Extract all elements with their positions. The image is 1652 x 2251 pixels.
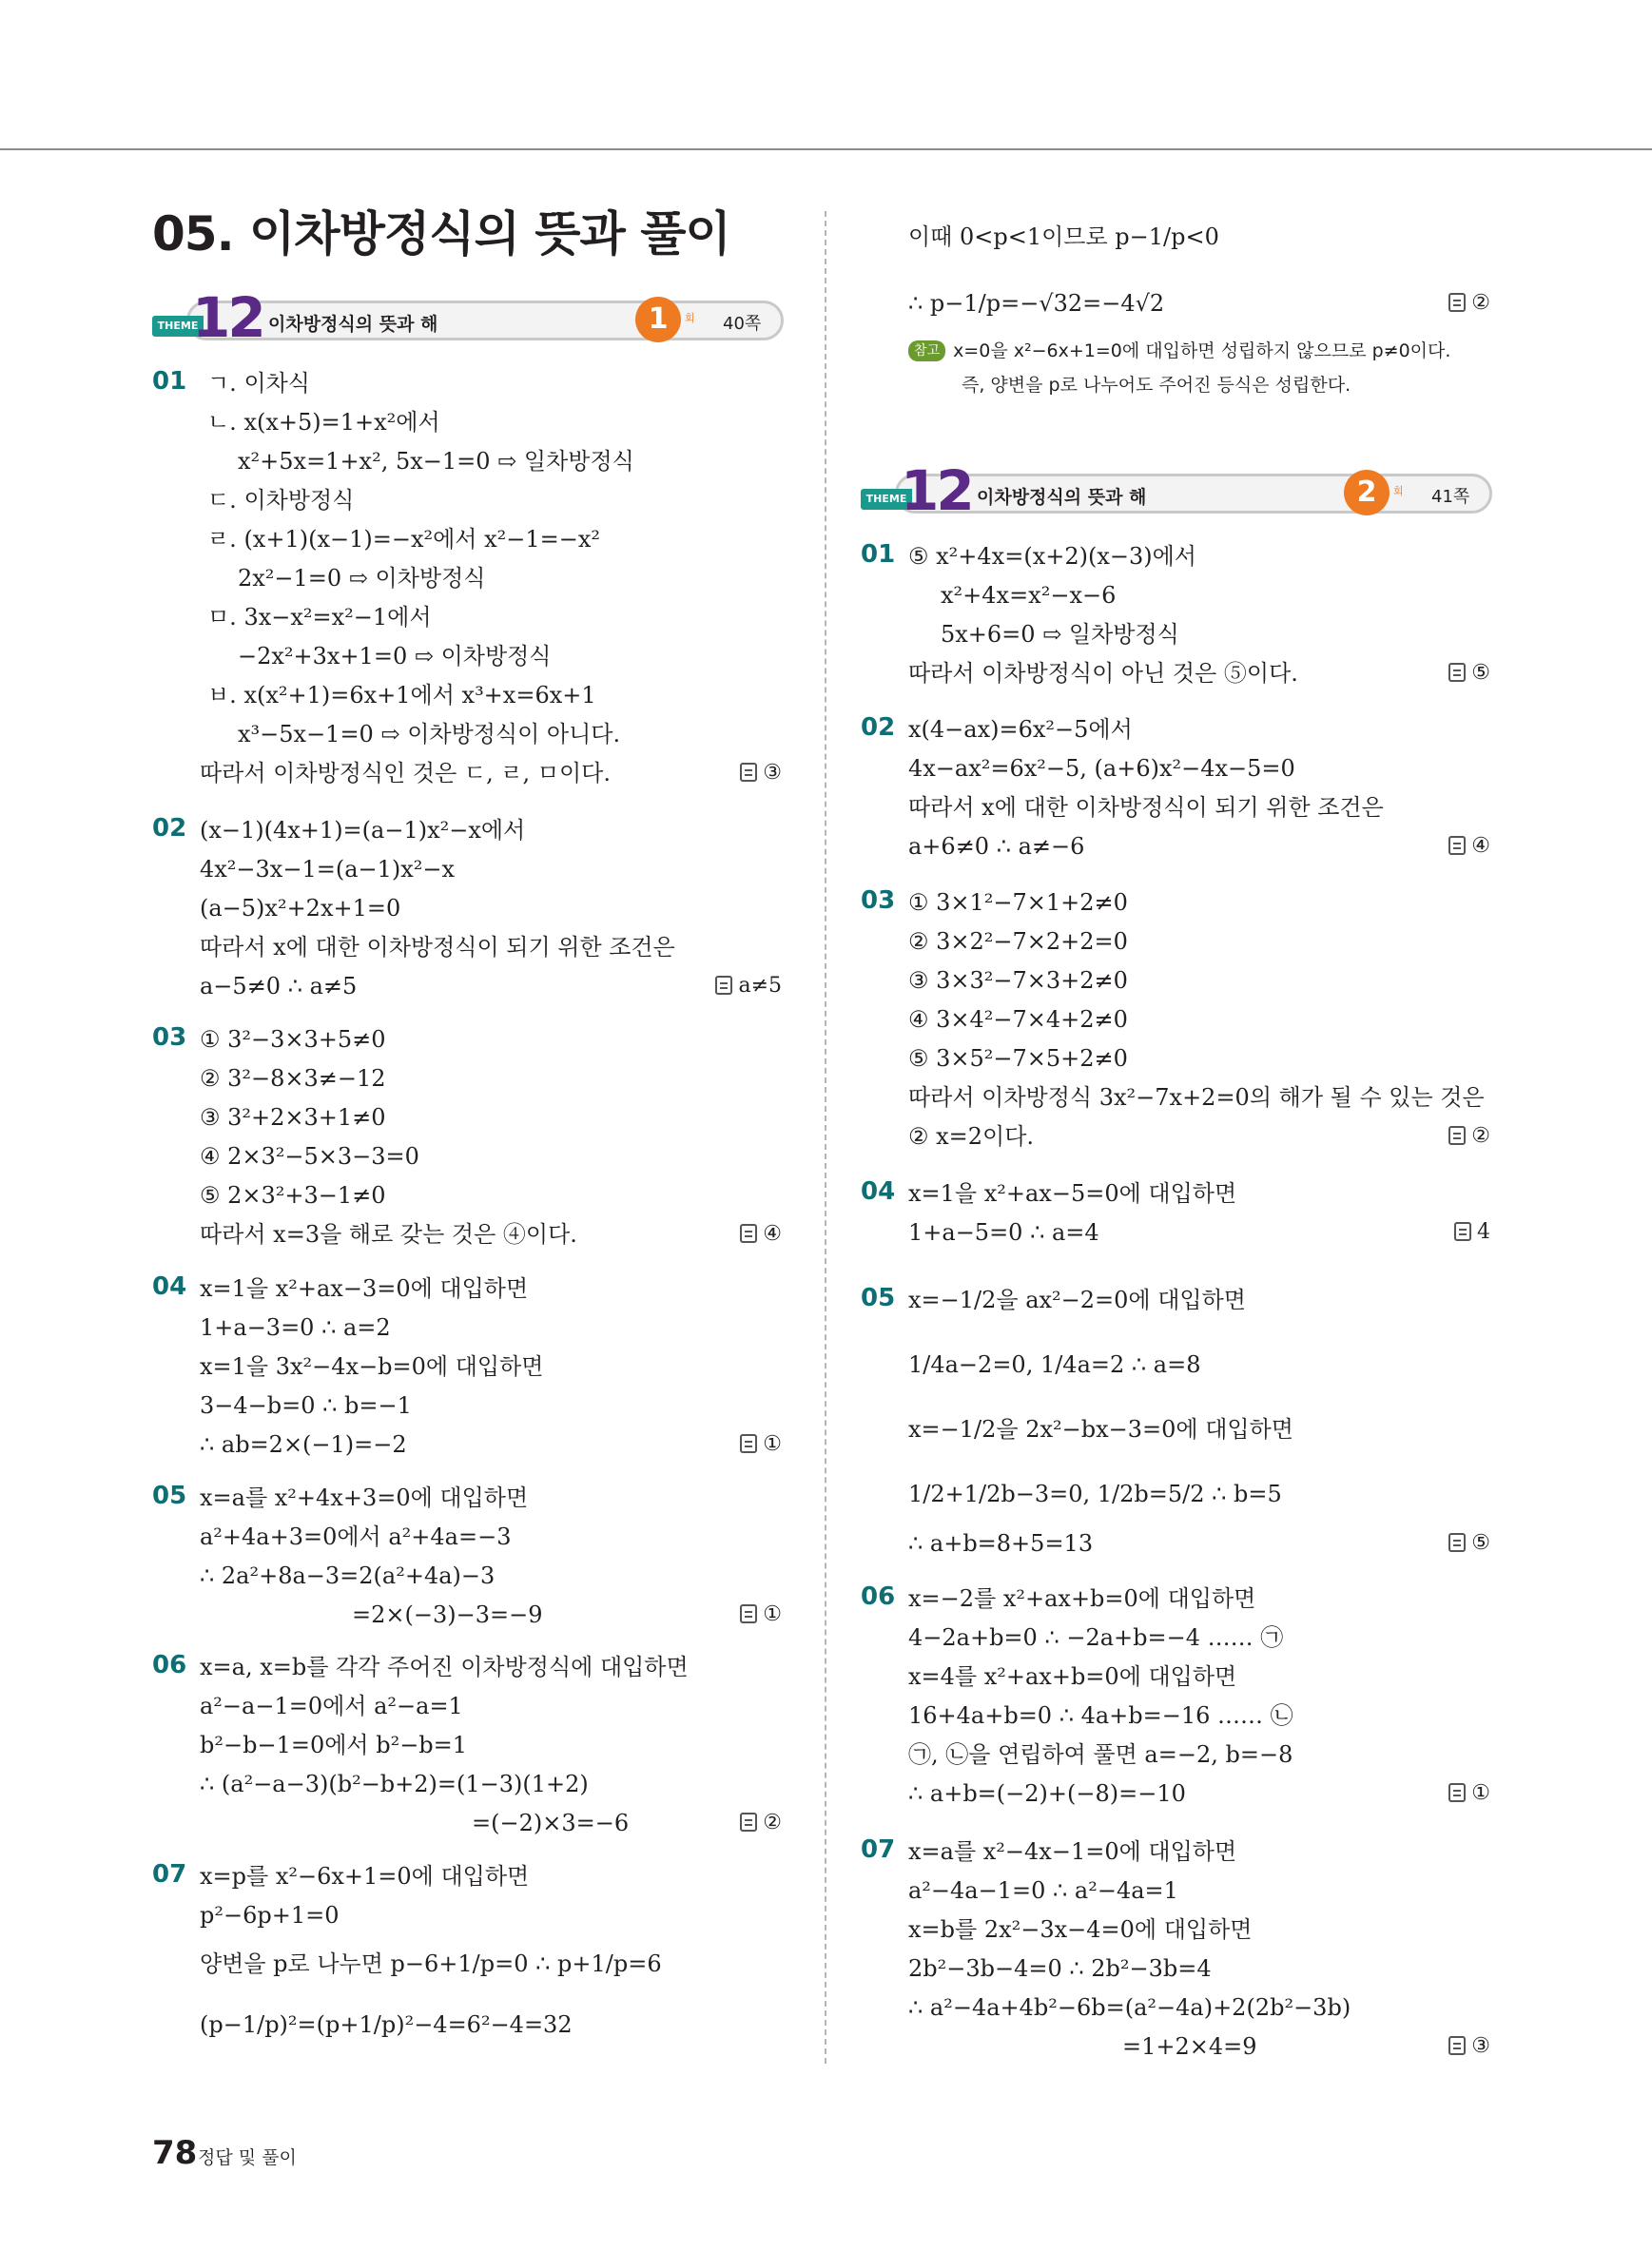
solution-line: p²−6p+1=0 [200,1902,340,1929]
solution-line: ㅁ. 3x−x²=x²−1에서 [207,604,432,631]
theme-header [152,285,789,350]
solution-line: ⑤ 2×3²+3−1≠0 [200,1182,386,1209]
problem-number: 05 [152,1482,187,1510]
solution-line: x=−1/2을 2x²−bx−3=0에 대입하면 [908,1416,1293,1443]
answer [1448,657,1490,689]
answer [740,1428,782,1461]
solution-line: ② 3×2²−7×2+2=0 [908,928,1128,955]
solution-line: 2x²−1=0 ⇨ 이차방정식 [238,565,486,592]
theme-title: 이차방정식의 뜻과 해 [977,487,1147,508]
solution-line: 양변을 p로 나누면 p−6+1/p=0 ∴ p+1/p=6 [200,1950,662,1977]
answer-icon [740,1434,757,1453]
answer [740,757,782,789]
answer-icon [1448,663,1466,682]
problem-number: 06 [861,1582,896,1611]
problem-number: 07 [861,1835,896,1864]
answer-value: ① [763,1432,782,1456]
solution-line: ㅂ. x(x²+1)=6x+1에서 x³+x=6x+1 [207,682,596,708]
solution-line: ㄹ. (x+1)(x−1)=−x²에서 x²−1=−x² [207,526,601,553]
answer-icon [1448,293,1466,312]
solution-line: ① 3²−3×3+5≠0 [200,1026,386,1053]
solution-line: a²−a−1=0에서 a²−a=1 [200,1693,463,1719]
solution-line: ③ 3×3²−7×3+2≠0 [908,967,1128,994]
solution-line: ⑤ x²+4x=(x+2)(x−3)에서 [908,543,1196,570]
answer [740,1599,782,1631]
answer [1448,830,1490,863]
answer-value: ③ [763,761,782,785]
problem-number: 01 [861,540,896,569]
solution-line: x=−2를 x²+ax+b=0에 대입하면 [908,1585,1256,1612]
problem-number: 02 [861,713,896,742]
answer-value: ④ [763,1222,782,1246]
answer [740,1807,782,1839]
chapter-title: 05. 이차방정식의 뜻과 풀이 [152,206,730,262]
solution-line: ∴ a+b=(−2)+(−8)=−10 [908,1780,1186,1807]
answer [715,970,782,1002]
round-suffix: 회 [685,312,695,324]
problem-number: 02 [152,814,187,843]
solution-line: (p−1/p)²=(p+1/p)²−4=6²−4=32 [200,2011,573,2038]
solution-line: ① 3×1²−7×1+2≠0 [908,889,1128,916]
answer-value: ③ [1471,2034,1490,2058]
answer-icon [715,976,732,995]
solution-line: x=a, x=b를 각각 주어진 이차방정식에 대입하면 [200,1654,689,1680]
solution-line: ∴ a²−4a+4b²−6b=(a²−4a)+2(2b²−3b) [908,1994,1351,2021]
round-badge: 1 [635,297,681,342]
solution-line: x=1을 3x²−4x−b=0에 대입하면 [200,1353,544,1380]
answer-icon [1448,1783,1466,1802]
solution-line: 4x²−3x−1=(a−1)x²−x [200,856,456,883]
answer [740,1218,782,1251]
answer-value: ⑤ [1471,661,1490,685]
solution-line: 1+a−3=0 ∴ a=2 [200,1314,391,1341]
solution-line: ∴ a+b=8+5=13 [908,1530,1094,1557]
page-reference: 41쪽 [1431,487,1470,507]
solution-line: x(4−ax)=6x²−5에서 [908,716,1133,743]
solution-line: x=a를 x²−4x−1=0에 대입하면 [908,1838,1237,1865]
answer [1454,1216,1490,1249]
solution-line: ㄷ. 이차방정식 [207,487,355,514]
solution-line: =(−2)×3=−6 [472,1810,630,1836]
solution-line: ③ 3²+2×3+1≠0 [200,1104,386,1131]
answer-value: ① [1471,1781,1490,1805]
solution-line: ∴ (a²−a−3)(b²−b+2)=(1−3)(1+2) [200,1771,589,1797]
solution-line: 1/4a−2=0, 1/4a=2 ∴ a=8 [908,1351,1201,1378]
solution-line: a²+4a+3=0에서 a²+4a=−3 [200,1523,512,1550]
solution-line: 따라서 x=3을 해로 갖는 것은 ④이다. [200,1221,577,1248]
solution-line: ④ 3×4²−7×4+2≠0 [908,1006,1128,1033]
solution-line: ② 3²−8×3≠−12 [200,1065,386,1092]
answer-icon [740,1604,757,1623]
problem-number: 03 [152,1023,187,1052]
theme-number: 12 [192,285,263,350]
solution-line: x=1을 x²+ax−3=0에 대입하면 [200,1275,529,1302]
solution-line: ∴ p−1/p=−√32=−4√2 [908,290,1165,317]
solution-line: 16+4a+b=0 ∴ 4a+b=−16 …… ㉡ [908,1702,1293,1729]
answer-icon [1448,2036,1466,2055]
answer-value: 4 [1477,1220,1490,1244]
solution-line: ∴ ab=2×(−1)=−2 [200,1431,407,1458]
solution-line: x=−1/2을 ax²−2=0에 대입하면 [908,1287,1246,1313]
answer-value: ② [1471,1124,1490,1148]
answer [1448,1527,1490,1560]
solution-line: x²+5x=1+x², 5x−1=0 ⇨ 일차방정식 [238,448,634,475]
solution-line: b²−b−1=0에서 b²−b=1 [200,1732,468,1758]
solution-line: a²−4a−1=0 ∴ a²−4a=1 [908,1877,1178,1904]
solution-line: x=a를 x²+4x+3=0에 대입하면 [200,1484,529,1511]
page-number: 78 [152,2134,198,2172]
solution-line: ㄴ. x(x+5)=1+x²에서 [207,409,440,436]
solution-line: 1/2+1/2b−3=0, 1/2b=5/2 ∴ b=5 [908,1481,1282,1507]
round-suffix: 회 [1393,485,1404,497]
solution-line: 3−4−b=0 ∴ b=−1 [200,1392,412,1419]
theme-tag: THEME [152,316,204,337]
solution-line: x=p를 x²−6x+1=0에 대입하면 [200,1863,530,1890]
solution-line: (a−5)x²+2x+1=0 [200,895,401,922]
solution-line: ∴ 2a²+8a−3=2(a²+4a)−3 [200,1562,496,1589]
solution-line: x=4를 x²+ax+b=0에 대입하면 [908,1663,1237,1690]
solution-line: ④ 2×3²−5×3−3=0 [200,1143,419,1170]
round-badge: 2 [1344,470,1390,515]
solution-line: 따라서 x에 대한 이차방정식이 되기 위한 조건은 [908,794,1384,821]
answer-icon [1454,1222,1471,1241]
solution-line: 이때 0<p<1이므로 p−1/p<0 [908,223,1219,250]
answer-value: a≠5 [738,974,782,998]
problem-number: 01 [152,367,187,396]
problem-number: 07 [152,1860,187,1889]
answer-icon [1448,1533,1466,1552]
theme-title: 이차방정식의 뜻과 해 [268,314,438,335]
solution-line: x³−5x−1=0 ⇨ 이차방정식이 아니다. [238,721,621,747]
solution-line: (x−1)(4x+1)=(a−1)x²−x에서 [200,817,526,844]
page-reference: 40쪽 [723,314,762,334]
answer-icon [740,1224,757,1243]
column-divider [825,211,826,2064]
note-line [908,337,1450,365]
solution-line: x²+4x=x²−x−6 [941,582,1117,609]
problem-number: 06 [152,1651,187,1679]
answer-value: ② [1471,291,1490,315]
answer [1448,1777,1490,1810]
answer-icon [740,763,757,782]
problem-number: 04 [152,1272,187,1301]
solution-line: 따라서 이차방정식이 아닌 것은 ⑤이다. [908,660,1298,687]
footer-label: 정답 및 풀이 [198,2147,297,2168]
solution-line: ㉠, ㉡을 연립하여 풀면 a=−2, b=−8 [908,1741,1293,1768]
solution-line: 2b²−3b−4=0 ∴ 2b²−3b=4 [908,1955,1212,1982]
top-rule [0,148,1652,150]
solution-line: 따라서 이차방정식 3x²−7x+2=0의 해가 될 수 있는 것은 [908,1084,1485,1111]
solution-line: ② x=2이다. [908,1123,1035,1150]
answer [1448,2030,1490,2063]
solution-line: ㄱ. 이차식 [207,370,310,397]
note-tag: 참고 [908,340,945,361]
theme-header [861,458,1498,523]
theme-tag: THEME [861,489,912,510]
answer-value: ② [763,1811,782,1834]
solution-line: =2×(−3)−3=−9 [352,1601,543,1628]
answer-value: ① [763,1602,782,1626]
answer-value: ⑤ [1471,1531,1490,1555]
solution-line: −2x²+3x+1=0 ⇨ 이차방정식 [238,643,552,669]
answer [1448,1120,1490,1153]
answer-icon [740,1813,757,1832]
solution-line: 1+a−5=0 ∴ a=4 [908,1219,1099,1246]
solution-line: 5x+6=0 ⇨ 일차방정식 [941,621,1179,648]
theme-number: 12 [901,458,972,523]
answer [1448,287,1490,320]
solution-line: 따라서 x에 대한 이차방정식이 되기 위한 조건은 [200,934,675,961]
solution-line: 4x−ax²=6x²−5, (a+6)x²−4x−5=0 [908,755,1295,782]
solution-line: x=1을 x²+ax−5=0에 대입하면 [908,1180,1237,1207]
problem-number: 05 [861,1284,896,1312]
solution-line: x=b를 2x²−3x−4=0에 대입하면 [908,1916,1253,1943]
solution-line: 4−2a+b=0 ∴ −2a+b=−4 …… ㉠ [908,1624,1284,1651]
solution-line: a+6≠0 ∴ a≠−6 [908,833,1085,860]
note-line: 즉, 양변을 p로 나누어도 주어진 등식은 성립한다. [962,375,1351,396]
solution-line: =1+2×4=9 [1122,2033,1257,2060]
solution-line: a−5≠0 ∴ a≠5 [200,973,358,999]
solution-line: 따라서 이차방정식인 것은 ㄷ, ㄹ, ㅁ이다. [200,760,611,786]
problem-number: 04 [861,1177,896,1206]
note-text: x=0을 x²−6x+1=0에 대입하면 성립하지 않으므로 p≠0이다. [953,340,1451,361]
answer-value: ④ [1471,834,1490,858]
solution-line: ⑤ 3×5²−7×5+2≠0 [908,1045,1128,1072]
answer-icon [1448,836,1466,855]
problem-number: 03 [861,886,896,915]
answer-icon [1448,1126,1466,1145]
